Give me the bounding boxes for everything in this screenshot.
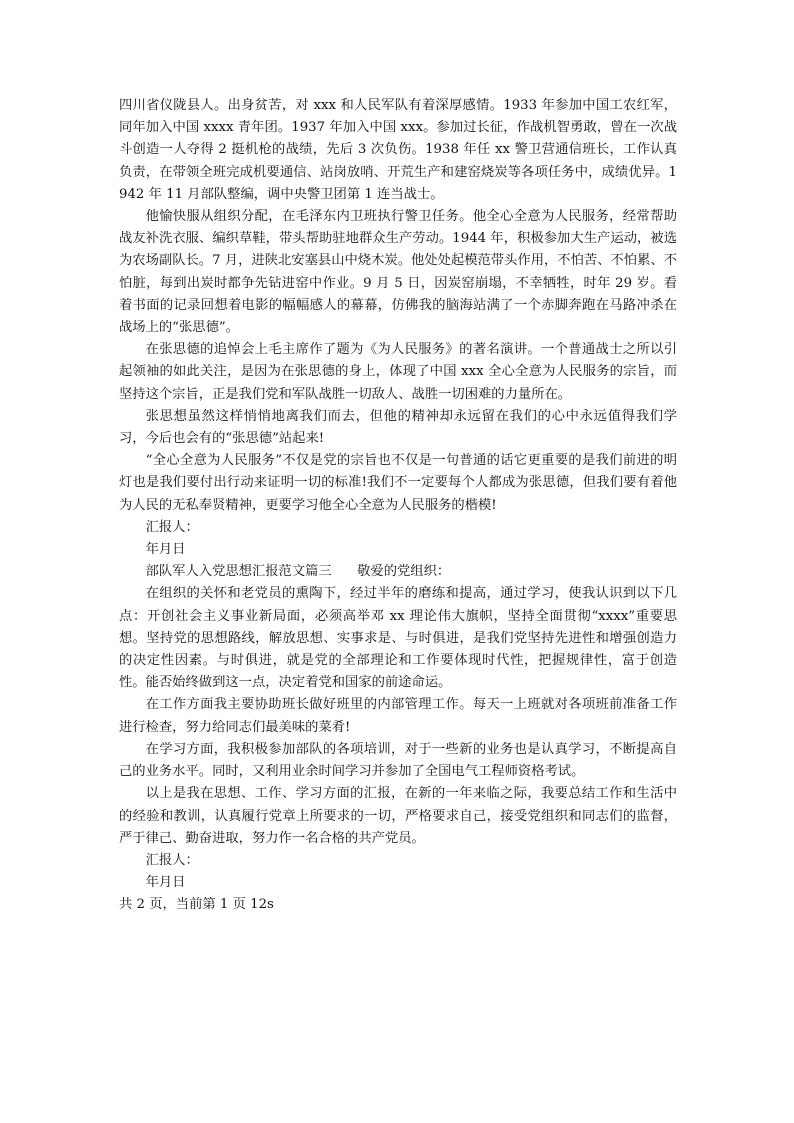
- paragraph-summary: 以上是我在思想、工作、学习方面的汇报，在新的一年来临之际，我要总结工作和生活中的经验和教训，认真履行党章上所要求的一切，严格要求自己，接受党组织和同志们的监督，严于律己、勤奋进取，努力作一名合格的共产党员。: [119, 786, 677, 846]
- section-heading: 部队军人入党思想汇报范文篇三 敬爱的党组织：: [145, 564, 451, 580]
- paragraph-work: 在工作方面我主要协助班长做好班里的内部管理工作。每天一上班就对各项班前准备工作进行检查，努力给同志们最美味的菜肴!: [119, 697, 677, 735]
- signature-label: 汇报人：: [145, 519, 199, 535]
- paragraph-memorial: 在张思德的追悼会上毛主席作了题为《为人民服务》的著名演讲。一个普通战士之所以引起领袖的如此关注，是因为在张思德的身上，体现了中国 xxx 全心全意为人民服务的宗旨，而坚持这个宗旨，正是我们党和军队战胜一切敌人、战胜一切困难的力量所在。: [119, 342, 677, 402]
- paragraph-biography: 四川省仪陇县人。出身贫苦，对 xxx 和人民军队有着深厚感情。1933 年参加中国工农红军，同年加入中国 xxxx 青年团。1937 年加入中国 xxx。参加过长征，作战机智勇敢，曾在一次战斗创造一人夺得 2 挺机枪的战绩，先后 3 次负伤。1938 年任 xx 警卫营通信班长，工作认真负责，在带领全班完成机要通信、站岗放哨、开荒生产和建窑烧炭等各项任务中，成绩优异。1942 年 11 月部队整编，调中央警卫团第 1 连当战士。: [119, 98, 677, 202]
- paragraph-study: 在学习方面，我积极参加部队的各项培训，对于一些新的业务也是认真学习，不断提高自己的业务水平。同时，又利用业余时间学习并参加了全国电气工程师资格考试。: [119, 741, 677, 780]
- paragraph-spirit: 张思想虽然这样悄悄地离我们而去，但他的精神却永远留在我们的心中永远值得我们学习，今后也会有的“张思德”站起来!: [119, 408, 677, 447]
- document-page: [119, 95, 677, 917]
- paragraph-service: 他愉快服从组织分配，在毛泽东内卫班执行警卫任务。他全心全意为人民服务，经常帮助战友补洗衣服、编织草鞋，带头帮助驻地群众生产劳动。1944 年，积极参加大生产运动，被选为农场副队长。7 月，进陕北安塞县山中烧木炭。他处处起模范带头作用，不怕苦、不怕累、不怕脏，每到出炭时都争先钻进窑中作业。9 月 5 日，因炭窑崩塌，不幸牺牲，时年 29 岁。看着书面的记录回想着电影的幅幅感人的幕幕，仿佛我的脑海站满了一个赤脚奔跑在马路冲杀在战场上的“张思德”。: [119, 209, 677, 336]
- paragraph-thought: 在组织的关怀和老党员的熏陶下，经过半年的磨练和提高，通过学习，使我认识到以下几点：开创社会主义事业新局面，必须高举邓 xx 理论伟大旗帜，坚持全面贯彻“xxxx”重要思想。坚持党的思想路线，解放思想、实事求是、与时俱进，是我们党坚持先进性和增强创造力的决定性因素。与时俱进，就是党的全部理论和工作要体现时代性，把握规律性，富于创造性。能否始终做到这一点，决定着党和国家的前途命运。: [119, 586, 677, 691]
- date-label: 年月日: [145, 542, 186, 558]
- date-label: 年月日: [145, 875, 186, 891]
- page-footer: 共 2 页，当前第 1 页 12s: [119, 897, 274, 913]
- paragraph-serve-people: “全心全意为人民服务”不仅是党的宗旨也不仅是一句普通的话它更重要的是我们前进的明灯也是我们要付出行动来证明一切的标准!我们不一定要每个人都成为张思德，但我们要有着他为人民的无私奉贤精神，更要学习他全心全意为人民服务的楷模!: [119, 453, 677, 513]
- signature-label: 汇报人：: [145, 852, 199, 868]
